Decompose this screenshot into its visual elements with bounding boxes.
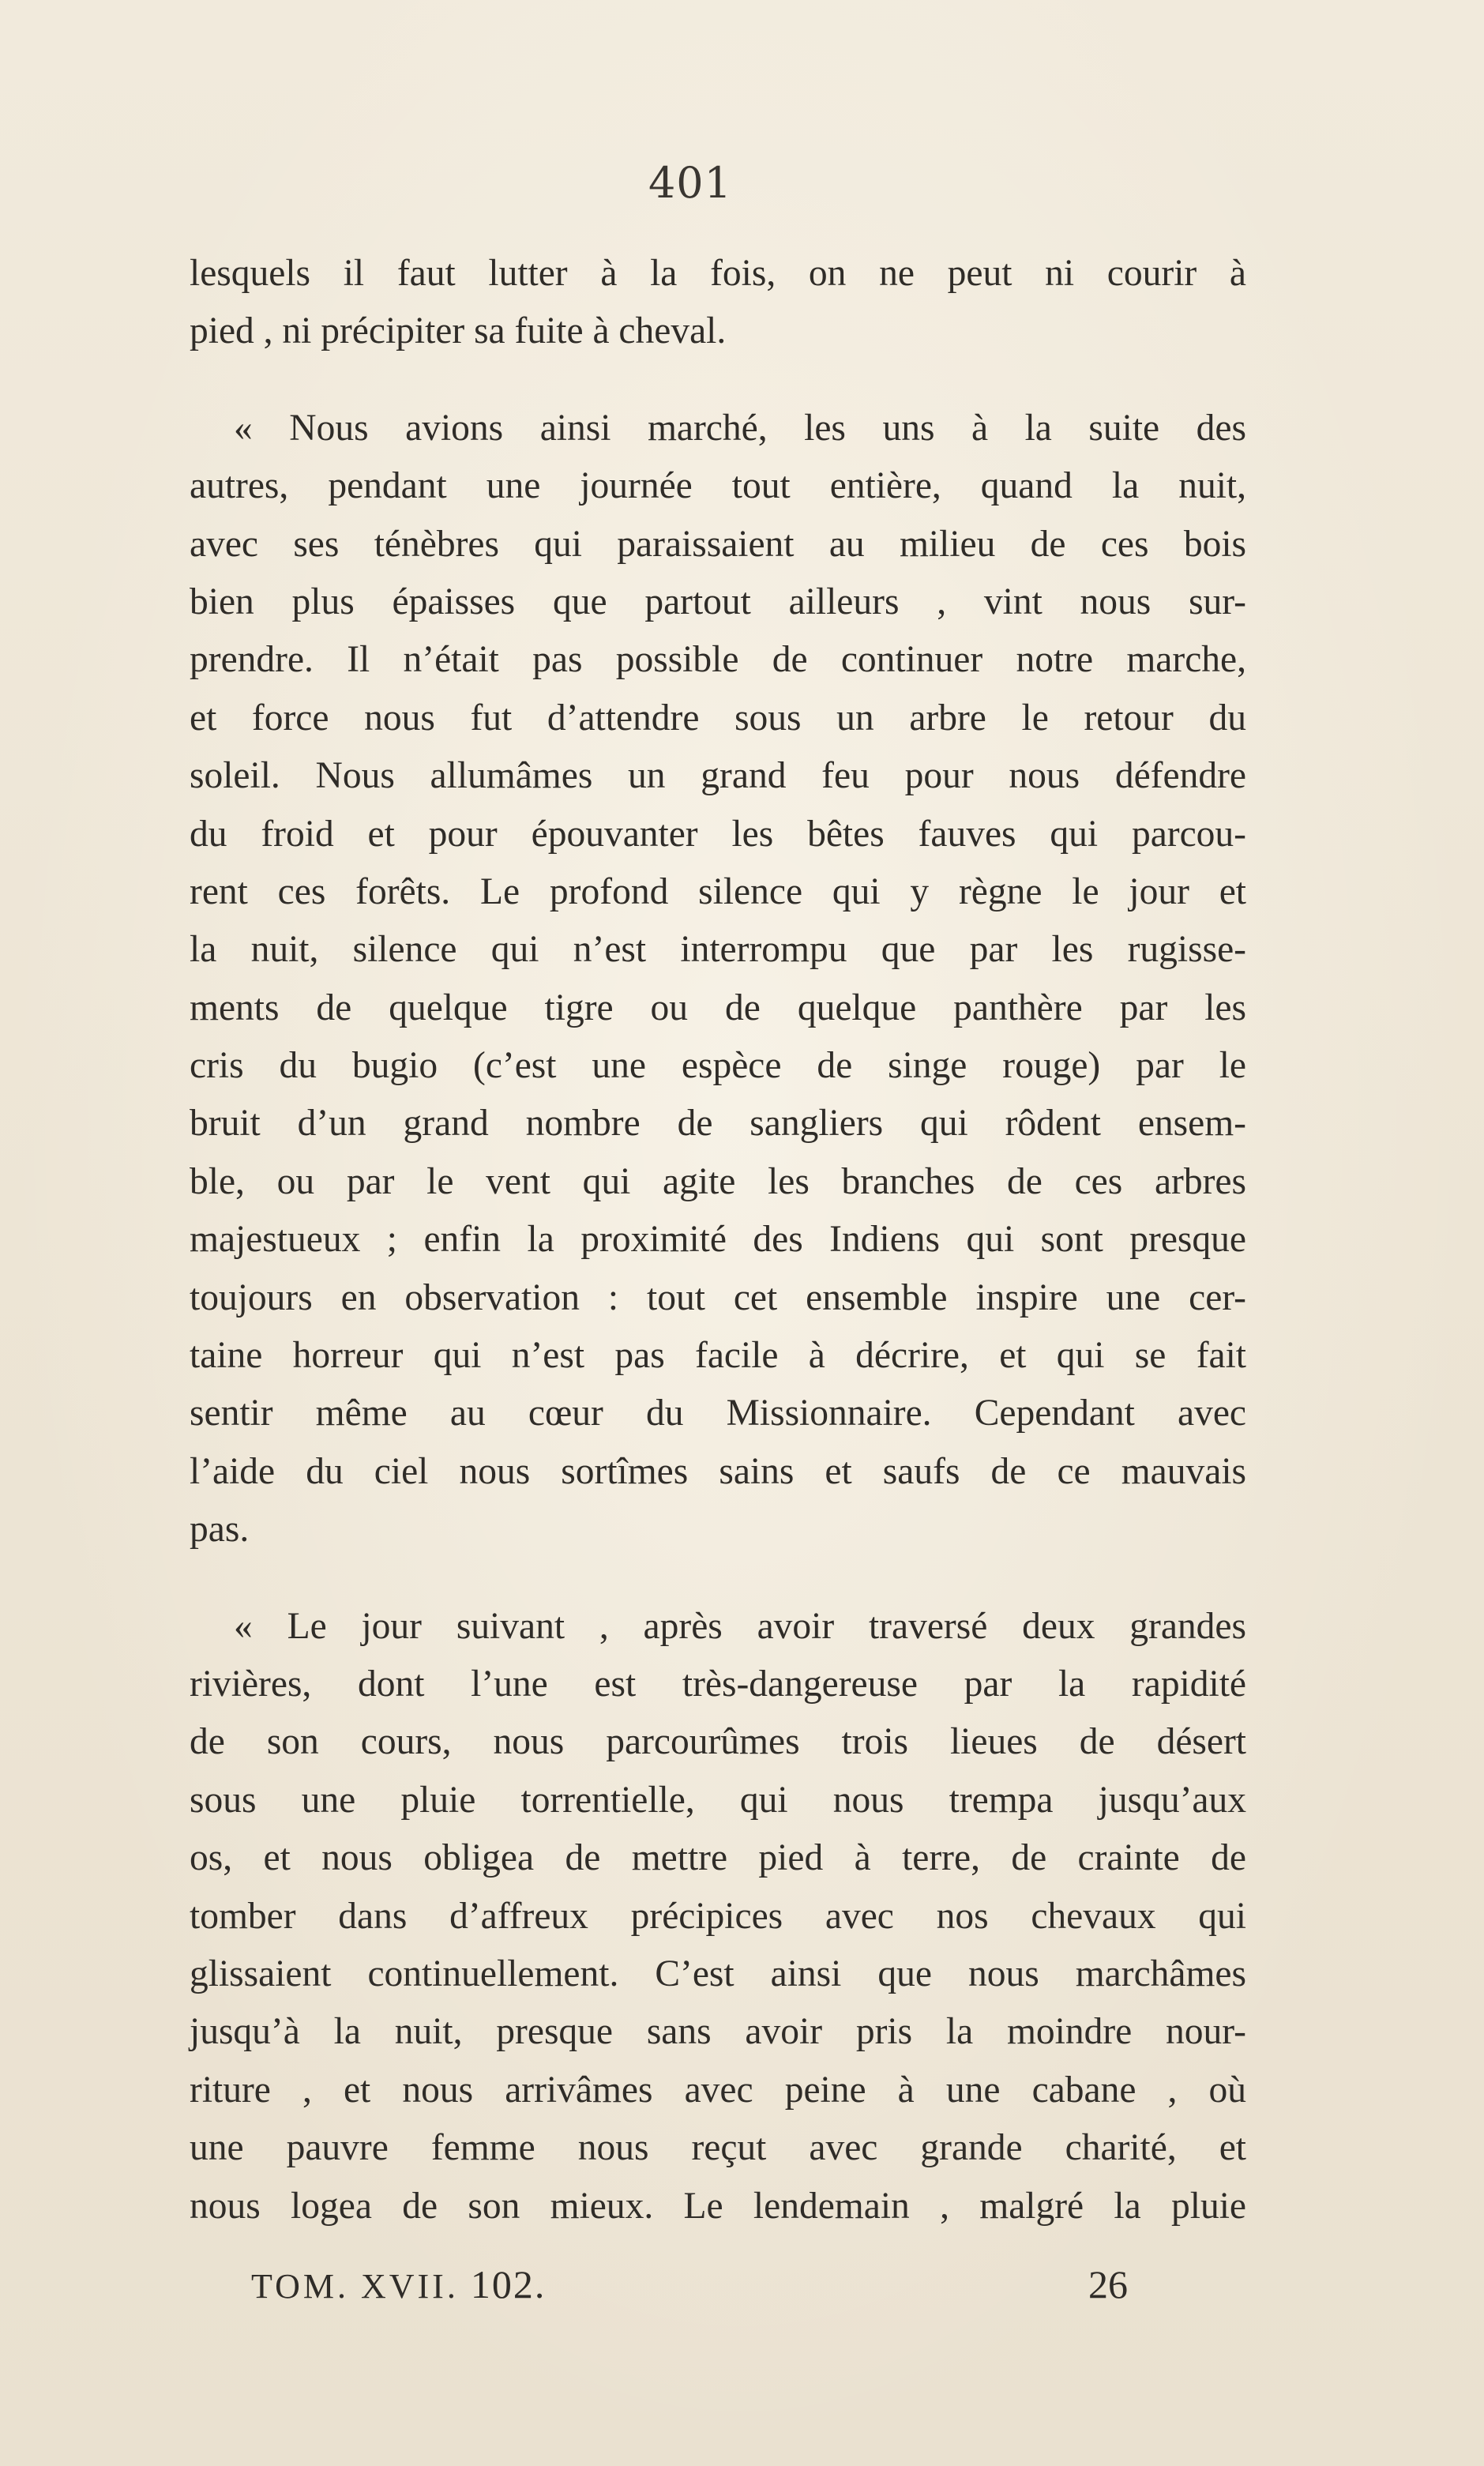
text-line: riture , et nous arrivâmes avec peine à une cabane , où [190,2069,1246,2111]
paragraph [190,400,1246,1559]
text-line: sous une pluie torrentielle, qui nous trempa jusqu’aux [190,1779,1246,1821]
text-line: toujours en observation : tout cet ensemble inspire une cer- [190,1276,1246,1318]
signature-label: TOM. XVII. [251,2267,459,2306]
signature-mark [251,2253,546,2318]
page-footer [0,2253,1484,2316]
text-line: pas. [190,1509,250,1551]
text-line: cris du bugio (c’est une espèce de singe rouge) par le [190,1045,1246,1087]
text-line: de son cours, nous parcourûmes trois lieues de désert [190,1721,1246,1763]
text-line: l’aide du ciel nous sortîmes sains et saufs de ce mauvais [190,1450,1246,1492]
text-line: pied , ni précipiter sa fuite à cheval. [190,310,727,352]
signature-number: 102. [470,2262,547,2306]
text-line: ble, ou par le vent qui agite les branches de ces arbres [190,1160,1246,1202]
text-line: prendre. Il n’était pas possible de continuer notre marche, [190,639,1246,681]
text-line: majestueux ; enfin la proximité des Indiens qui sont presque [190,1219,1246,1261]
paragraph-gap [190,361,1246,400]
text-line: « Le jour suivant , après avoir traversé deux grandes [234,1605,1246,1647]
text-line: lesquels il faut lutter à la fois, on ne peut ni courir à [190,253,1246,294]
text-line: du froid et pour épouvanter les bêtes fauves qui parcou- [190,813,1246,855]
text-line: rivières, dont l’une est très-dangereuse par la rapidité [190,1663,1246,1705]
paragraph [190,1598,1246,2235]
text-line: nous logea de son mieux. Le lendemain , malgré la pluie [190,2185,1246,2227]
text-line: et force nous fut d’attendre sous un arbre le retour du [190,697,1246,739]
text-line: « Nous avions ainsi marché, les uns à la suite des [234,407,1246,449]
text-line: sentir même au cœur du Missionnaire. Cependant avec [190,1393,1246,1434]
text-line: bien plus épaisses que partout ailleurs , vint nous sur- [190,581,1246,622]
paragraph-gap [190,1559,1246,1598]
page-number: 401 [648,158,733,208]
text-line: jusqu’à la nuit, presque sans avoir pris la moindre nour- [190,2011,1246,2053]
text-line: avec ses ténèbres qui paraissaient au milieu de ces bois [190,523,1246,565]
paragraph [190,245,1246,361]
text-line: la nuit, silence qui n’est interrompu que par les rugisse- [190,929,1246,971]
folio-number: 26 [1088,2262,1128,2306]
body-text [190,245,1246,2235]
text-line: tomber dans d’affreux précipices avec nos chevaux qui [190,1895,1246,1937]
text-line: soleil. Nous allumâmes un grand feu pour nous défendre [190,755,1246,797]
text-line: rent ces forêts. Le profond silence qui y règne le jour et [190,870,1246,912]
text-line: taine horreur qui n’est pas facile à décrire, et qui se fait [190,1335,1246,1377]
text-line: glissaient continuellement. C’est ainsi que nous marchâmes [190,1953,1246,1994]
text-line: os, et nous obligea de mettre pied à terre, de crainte de [190,1837,1246,1879]
text-line: autres, pendant une journée tout entière, quand la nuit, [190,465,1246,507]
text-line: ments de quelque tigre ou de quelque panthère par les [190,987,1246,1028]
text-line: une pauvre femme nous reçut avec grande charité, et [190,2127,1246,2169]
text-line: bruit d’un grand nombre de sangliers qui rôdent ensem- [190,1103,1246,1145]
